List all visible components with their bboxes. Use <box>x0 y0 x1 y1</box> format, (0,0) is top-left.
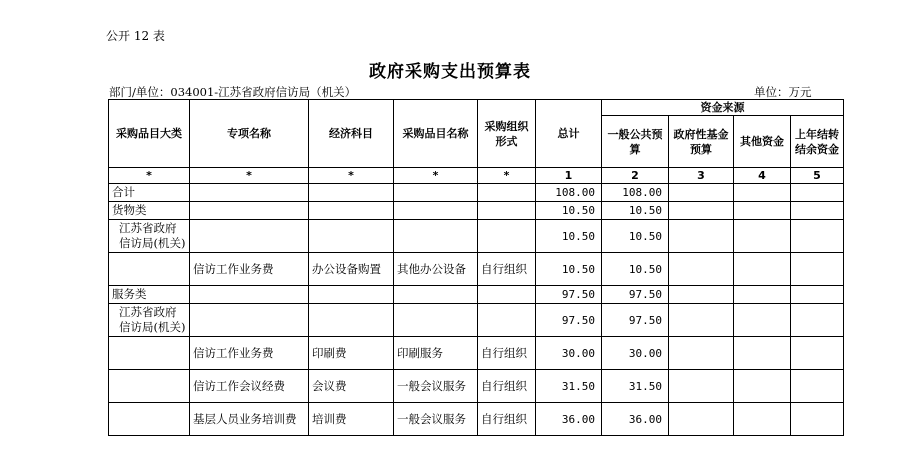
cell-other-funds <box>734 337 791 370</box>
cell-category: 江苏省政府信访局(机关) <box>109 220 190 253</box>
cell-item-name <box>394 220 478 253</box>
table-row <box>109 403 844 436</box>
page-title: 政府采购支出预算表 <box>369 62 531 82</box>
cell-gov-fund <box>669 253 734 286</box>
cell-project: 信访工作业务费 <box>190 337 309 370</box>
cell-project: 信访工作会议经费 <box>190 370 309 403</box>
col-header-econ-subject: 经济科目 <box>309 100 394 168</box>
col-header-gov-fund-budget: 政府性基金预算 <box>669 116 734 168</box>
cell-org-form: 自行组织 <box>478 253 536 286</box>
cell-other-funds <box>734 220 791 253</box>
cell-general-budget: 10.50 <box>602 253 669 286</box>
cell-econ-subject <box>309 220 394 253</box>
cell-general-budget: 30.00 <box>602 337 669 370</box>
col-header-org-form: 采购组织形式 <box>478 100 536 168</box>
procurement-budget-table <box>108 99 844 436</box>
cell-category <box>109 337 190 370</box>
cell-general-budget: 108.00 <box>602 184 669 202</box>
cell-project: 信访工作业务费 <box>190 253 309 286</box>
index-cell: * <box>190 168 309 184</box>
cell-org-form <box>478 202 536 220</box>
cell-org-form: 自行组织 <box>478 403 536 436</box>
cell-gov-fund <box>669 337 734 370</box>
cell-general-budget: 31.50 <box>602 370 669 403</box>
col-header-item-name: 采购品目名称 <box>394 100 478 168</box>
table-row <box>109 370 844 403</box>
cell-item-name <box>394 304 478 337</box>
cell-other-funds <box>734 202 791 220</box>
cell-econ-subject: 培训费 <box>309 403 394 436</box>
index-cell: 3 <box>669 168 734 184</box>
cell-total: 31.50 <box>536 370 602 403</box>
cell-project <box>190 304 309 337</box>
cell-project <box>190 220 309 253</box>
col-header-total: 总计 <box>536 100 602 168</box>
cell-item-name: 一般会议服务 <box>394 403 478 436</box>
cell-total: 30.00 <box>536 337 602 370</box>
cell-general-budget: 97.50 <box>602 304 669 337</box>
cell-org-form <box>478 220 536 253</box>
cell-other-funds <box>734 253 791 286</box>
cell-other-funds <box>734 184 791 202</box>
cell-total: 97.50 <box>536 304 602 337</box>
index-cell: 4 <box>734 168 791 184</box>
col-header-project: 专项名称 <box>190 100 309 168</box>
cell-econ-subject: 办公设备购置 <box>309 253 394 286</box>
cell-carryover <box>791 370 844 403</box>
table-row <box>109 337 844 370</box>
cell-project <box>190 202 309 220</box>
cell-general-budget: 36.00 <box>602 403 669 436</box>
col-header-category: 采购品目大类 <box>109 100 190 168</box>
cell-org-form <box>478 184 536 202</box>
cell-item-name: 其他办公设备 <box>394 253 478 286</box>
cell-gov-fund <box>669 184 734 202</box>
index-cell: * <box>394 168 478 184</box>
cell-other-funds <box>734 403 791 436</box>
cell-org-form <box>478 286 536 304</box>
cell-carryover <box>791 304 844 337</box>
cell-other-funds <box>734 286 791 304</box>
table-row <box>109 184 844 202</box>
cell-carryover <box>791 253 844 286</box>
table-row <box>109 304 844 337</box>
col-header-carryover: 上年结转结余资金 <box>791 116 844 168</box>
cell-total: 10.50 <box>536 202 602 220</box>
index-cell: 2 <box>602 168 669 184</box>
cell-item-name: 印刷服务 <box>394 337 478 370</box>
cell-category: 合计 <box>109 184 190 202</box>
index-cell: 1 <box>536 168 602 184</box>
cell-project <box>190 184 309 202</box>
index-cell: * <box>309 168 394 184</box>
cell-carryover <box>791 220 844 253</box>
cell-category: 江苏省政府信访局(机关) <box>109 304 190 337</box>
cell-item-name <box>394 286 478 304</box>
cell-other-funds <box>734 370 791 403</box>
cell-general-budget: 10.50 <box>602 202 669 220</box>
index-cell: 5 <box>791 168 844 184</box>
cell-category: 服务类 <box>109 286 190 304</box>
col-group-fund-source: 资金来源 <box>602 100 844 116</box>
cell-gov-fund <box>669 202 734 220</box>
cell-econ-subject <box>309 202 394 220</box>
cell-gov-fund <box>669 403 734 436</box>
cell-general-budget: 10.50 <box>602 220 669 253</box>
cell-total: 10.50 <box>536 253 602 286</box>
cell-econ-subject <box>309 184 394 202</box>
cell-carryover <box>791 184 844 202</box>
cell-gov-fund <box>669 370 734 403</box>
index-row <box>109 168 844 184</box>
cell-general-budget: 97.50 <box>602 286 669 304</box>
cell-econ-subject <box>309 286 394 304</box>
cell-item-name: 一般会议服务 <box>394 370 478 403</box>
cell-carryover <box>791 286 844 304</box>
cell-item-name <box>394 184 478 202</box>
cell-category <box>109 253 190 286</box>
cell-total: 108.00 <box>536 184 602 202</box>
index-cell: * <box>478 168 536 184</box>
cell-gov-fund <box>669 220 734 253</box>
cell-total: 36.00 <box>536 403 602 436</box>
cell-carryover <box>791 202 844 220</box>
col-header-general-budget: 一般公共预算 <box>602 116 669 168</box>
table-row <box>109 202 844 220</box>
table-row <box>109 220 844 253</box>
cell-other-funds <box>734 304 791 337</box>
cell-carryover <box>791 337 844 370</box>
cell-gov-fund <box>669 304 734 337</box>
cell-carryover <box>791 403 844 436</box>
col-header-other-funds: 其他资金 <box>734 116 791 168</box>
cell-total: 97.50 <box>536 286 602 304</box>
cell-category <box>109 403 190 436</box>
cell-gov-fund <box>669 286 734 304</box>
cell-econ-subject <box>309 304 394 337</box>
cell-econ-subject: 印刷费 <box>309 337 394 370</box>
cell-total: 10.50 <box>536 220 602 253</box>
document-label: 公开 12 表 <box>106 29 165 43</box>
cell-org-form <box>478 304 536 337</box>
table-row <box>109 286 844 304</box>
cell-project <box>190 286 309 304</box>
index-cell: * <box>109 168 190 184</box>
cell-org-form: 自行组织 <box>478 337 536 370</box>
cell-project: 基层人员业务培训费 <box>190 403 309 436</box>
currency-unit-label: 单位：万元 <box>754 85 812 99</box>
table-row <box>109 253 844 286</box>
department-unit-label: 部门/单位：034001-江苏省政府信访局（机关） <box>109 85 357 99</box>
cell-item-name <box>394 202 478 220</box>
cell-org-form: 自行组织 <box>478 370 536 403</box>
cell-econ-subject: 会议费 <box>309 370 394 403</box>
cell-category <box>109 370 190 403</box>
cell-category: 货物类 <box>109 202 190 220</box>
